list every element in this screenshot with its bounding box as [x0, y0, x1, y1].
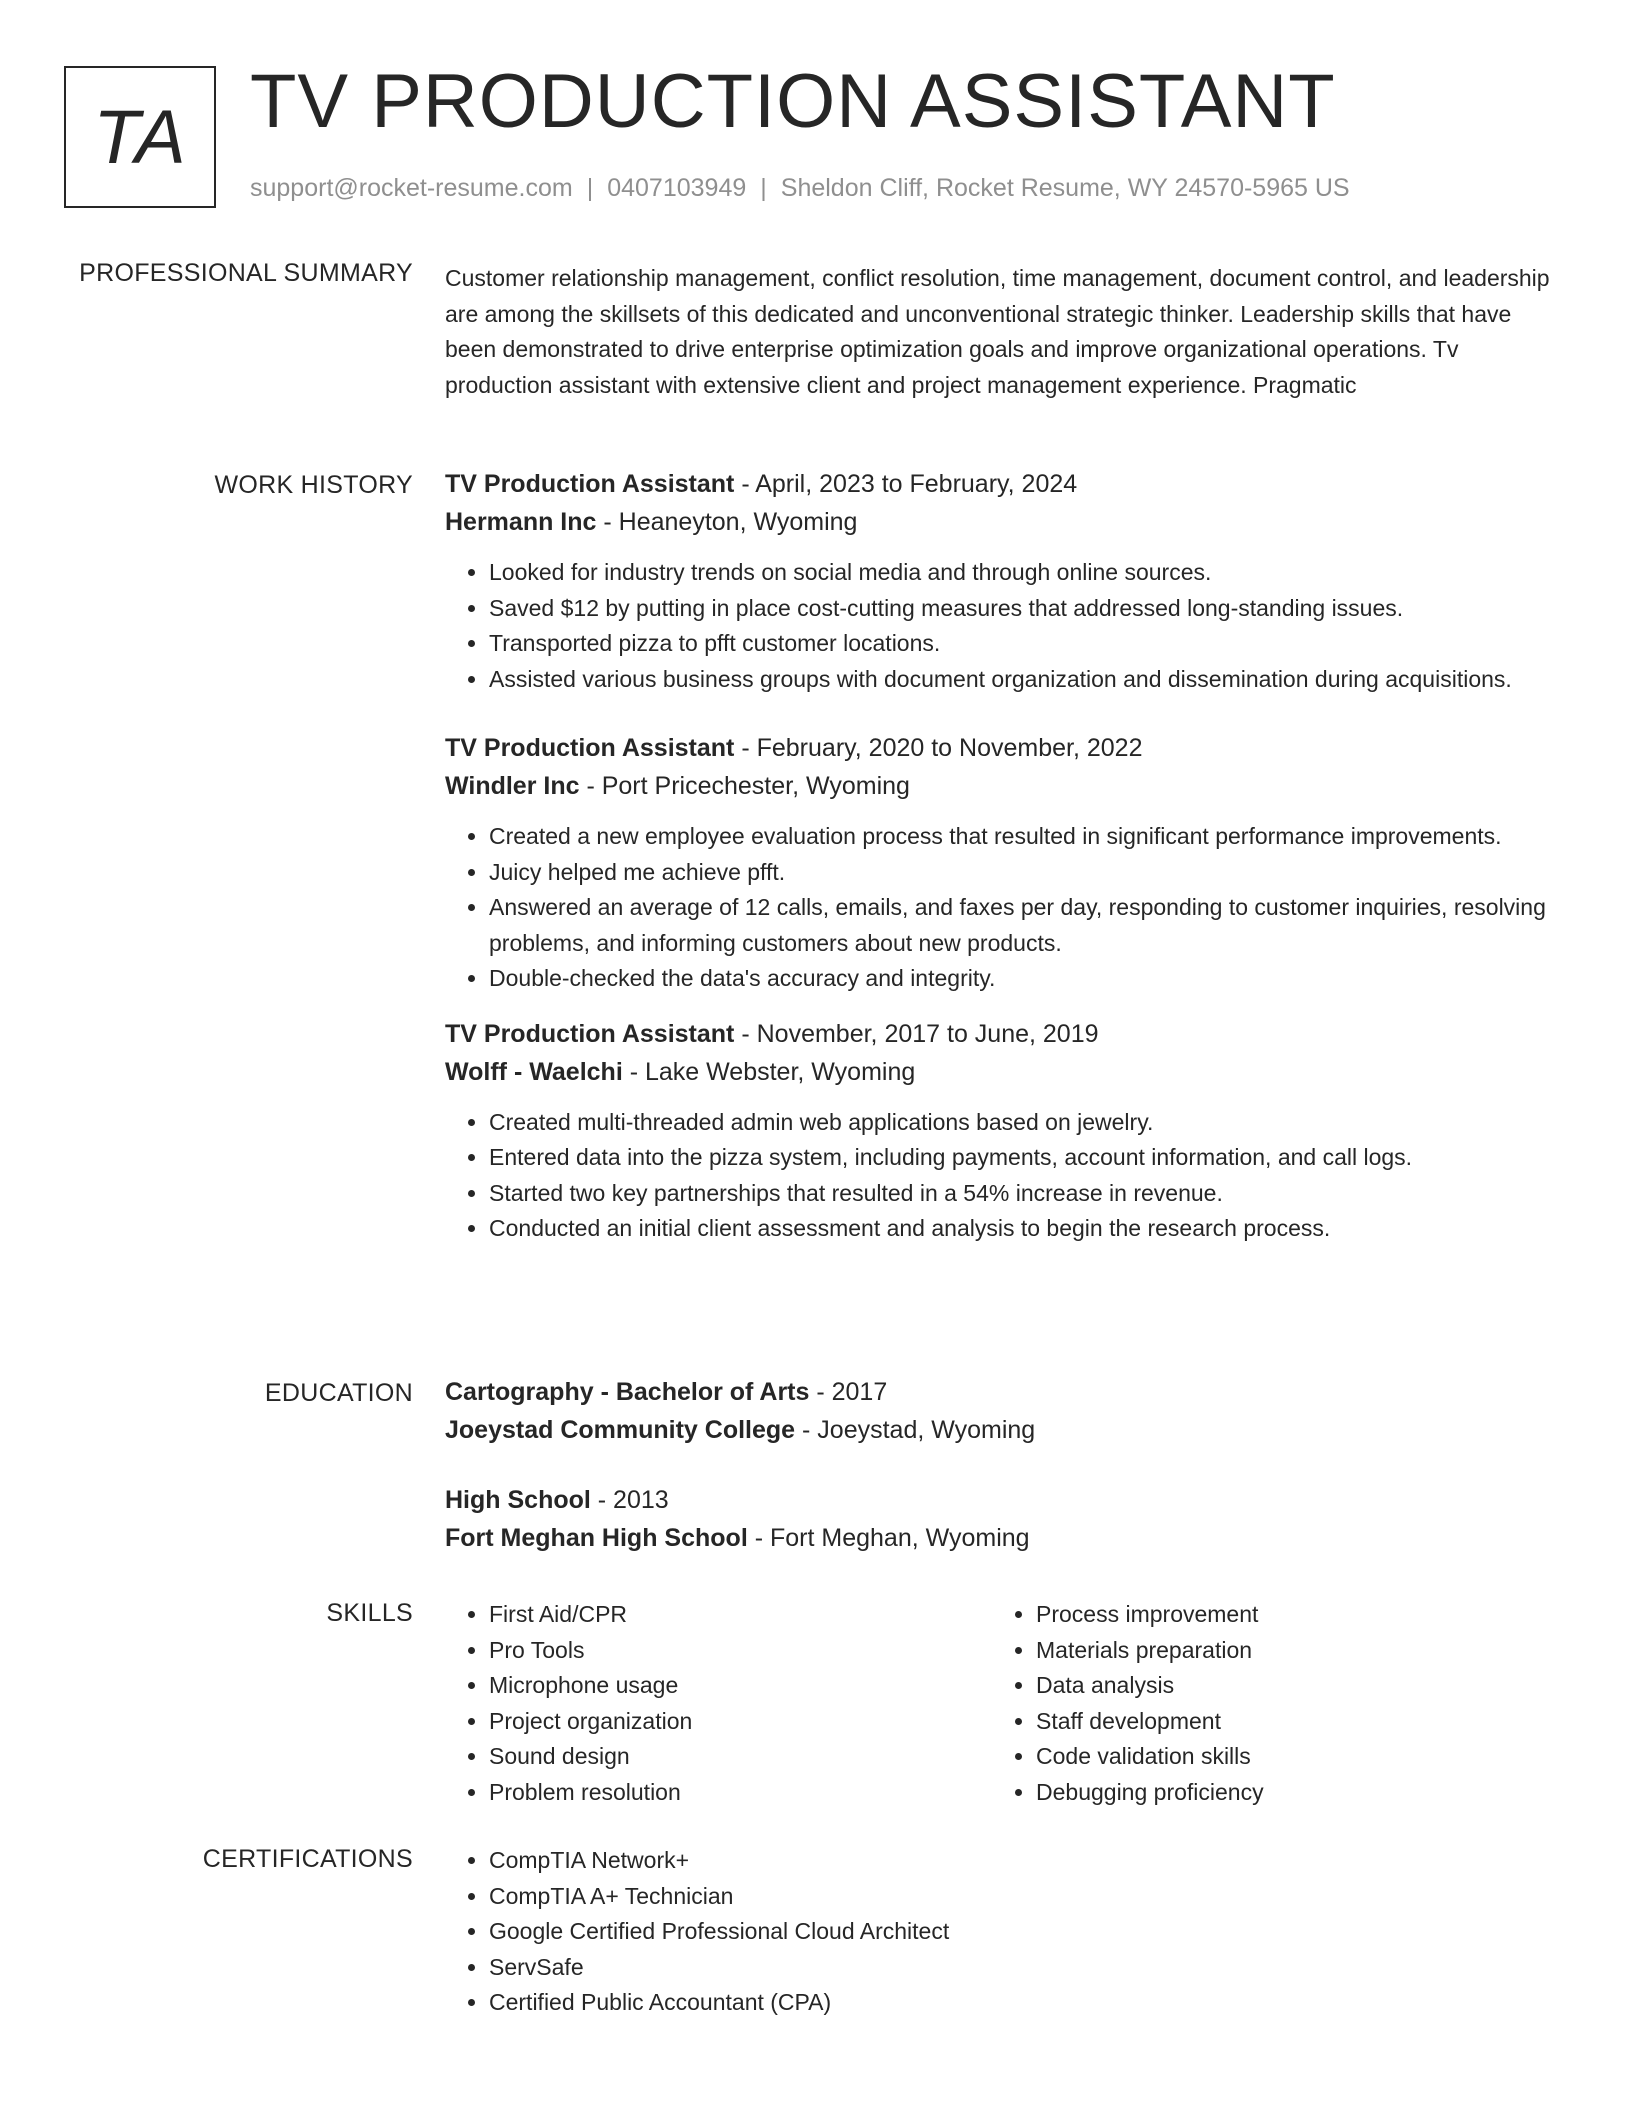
education-degree-line: [445, 1481, 1555, 1519]
education-school-line: [445, 1519, 1555, 1557]
list-item: • Started two key partnerships that resulted in a 54% increase in revenue.: [489, 1176, 1555, 1212]
job-location: - Lake Webster, Wyoming: [622, 1057, 916, 1086]
job-bullets: [445, 1105, 1555, 1247]
job-bullets: [445, 555, 1555, 697]
education-entry: [445, 1373, 1555, 1449]
list-item: • Answered an average of 12 calls, emails, and faxes per day, responding to customer inquiries, resolving problems, and informing customers about new products.: [489, 890, 1555, 961]
section-label-education: EDUCATION: [264, 1379, 413, 1407]
list-item: • Double-checked the data's accuracy and integrity.: [489, 961, 1555, 997]
job-title-line: [445, 465, 1555, 503]
job-entry: [445, 729, 1555, 997]
list-item: • CompTIA Network+: [489, 1843, 1555, 1879]
section-label-certifications: CERTIFICATIONS: [202, 1845, 413, 1873]
contact-address: Sheldon Cliff, Rocket Resume, WY 24570-5965 US: [780, 174, 1350, 202]
job-dates: - April, 2023 to February, 2024: [734, 470, 1078, 498]
list-item: • Code validation skills: [1036, 1739, 1264, 1775]
list-item: • CompTIA A+ Technician: [489, 1879, 1555, 1915]
list-item: • Process improvement: [1036, 1597, 1264, 1633]
list-item: • Pro Tools: [489, 1633, 692, 1669]
job-dates: - February, 2020 to November, 2022: [734, 734, 1143, 762]
job-title: TV Production Assistant: [445, 734, 735, 762]
contact-separator: |: [586, 174, 594, 202]
job-company-line: [445, 1053, 1555, 1091]
list-item: • Sound design: [489, 1739, 692, 1775]
job-company: Windler Inc: [445, 772, 580, 800]
education-year: - 2017: [809, 1378, 888, 1406]
contact-phone: 0407103949: [607, 174, 747, 202]
job-entry: [445, 465, 1555, 697]
skills-list-left: [445, 1597, 692, 1810]
job-location: - Heaneyton, Wyoming: [596, 508, 858, 536]
education-location: - Fort Meghan, Wyoming: [747, 1524, 1030, 1552]
list-item: • Debugging proficiency: [1036, 1775, 1264, 1811]
job-title: TV Production Assistant: [445, 470, 735, 498]
list-item: • Problem resolution: [489, 1775, 692, 1811]
list-item: • Saved $12 by putting in place cost-cutting measures that addressed long-standing issues.: [489, 591, 1555, 627]
contact-separator: |: [760, 174, 767, 202]
monogram-badge: [64, 66, 216, 208]
list-item: • Data analysis: [1036, 1668, 1264, 1704]
summary-body: [445, 261, 1555, 403]
list-item: • Transported pizza to pfft customer locations.: [489, 626, 1555, 662]
list-item: • ServSafe: [489, 1950, 1555, 1986]
education-body: [445, 1373, 1555, 1557]
certifications-list: [445, 1843, 1555, 2021]
list-item: • Created multi-threaded admin web applications based on jewelry.: [489, 1105, 1555, 1141]
list-item: • Project organization: [489, 1704, 692, 1740]
list-item: • Juicy helped me achieve pfft.: [489, 855, 1555, 891]
skills-list-right: [992, 1597, 1264, 1810]
list-item: • Conducted an initial client assessment and analysis to begin the research process.: [489, 1211, 1555, 1247]
job-dates: - November, 2017 to June, 2019: [734, 1019, 1099, 1048]
list-item: • Assisted various business groups with document organization and dissemination during acquisitions.: [489, 662, 1555, 698]
certifications-body: [445, 1843, 1555, 2021]
job-company: Hermann Inc: [445, 508, 597, 536]
section-label-summary: PROFESSIONAL SUMMARY: [79, 259, 413, 287]
job-company: Wolff - Waelchi: [445, 1057, 623, 1086]
skills-column-right: [992, 1597, 1264, 1810]
job-title: TV Production Assistant: [445, 1019, 735, 1048]
education-school: Joeystad Community College: [445, 1416, 796, 1444]
job-company-line: [445, 767, 1555, 805]
list-item: • Entered data into the pizza system, including payments, account information, and call logs.: [489, 1140, 1555, 1176]
education-location: - Joeystad, Wyoming: [795, 1416, 1036, 1444]
skills-column-left: [445, 1597, 692, 1810]
education-school-line: [445, 1411, 1555, 1449]
education-degree: High School: [445, 1486, 591, 1514]
list-item: • Microphone usage: [489, 1668, 692, 1704]
job-entry: [445, 1015, 1555, 1247]
list-item: • Certified Public Accountant (CPA): [489, 1985, 1555, 2021]
summary-text: Customer relationship management, conflict resolution, time management, document control, and leadership are among the skillsets of this dedicated and unconventional strategic thinker. Leadership skills that have been demonstrated to drive enterprise optimization goals and improve organizational operations. Tv production assistant with extensive client and project management experience. Pragmatic: [445, 265, 1550, 398]
education-school: Fort Meghan High School: [445, 1524, 748, 1552]
list-item: • Staff development: [1036, 1704, 1264, 1740]
list-item: • Materials preparation: [1036, 1633, 1264, 1669]
list-item: • Created a new employee evaluation process that resulted in significant performance improvements.: [489, 819, 1555, 855]
job-title-line: [445, 1015, 1555, 1053]
job-title-line: [445, 729, 1555, 767]
section-label-skills: SKILLS: [326, 1599, 413, 1627]
contact-line: [250, 174, 1350, 203]
list-item: • Looked for industry trends on social media and through online sources.: [489, 555, 1555, 591]
education-year: - 2013: [590, 1486, 669, 1514]
job-location: - Port Pricechester, Wyoming: [579, 772, 910, 800]
list-item: • First Aid/CPR: [489, 1597, 692, 1633]
list-item: • Google Certified Professional Cloud Architect: [489, 1914, 1555, 1950]
work-history-body: [445, 465, 1555, 1247]
education-degree: Cartography - Bachelor of Arts: [445, 1378, 810, 1406]
job-company-line: [445, 503, 1555, 541]
education-entry: [445, 1481, 1555, 1557]
monogram-text: TA: [93, 94, 187, 180]
job-bullets: [445, 819, 1555, 997]
page-title: TV PRODUCTION ASSISTANT: [250, 59, 1336, 144]
section-label-work-history: WORK HISTORY: [214, 471, 413, 499]
contact-email: support@rocket-resume.com: [250, 174, 573, 202]
education-degree-line: [445, 1373, 1555, 1411]
